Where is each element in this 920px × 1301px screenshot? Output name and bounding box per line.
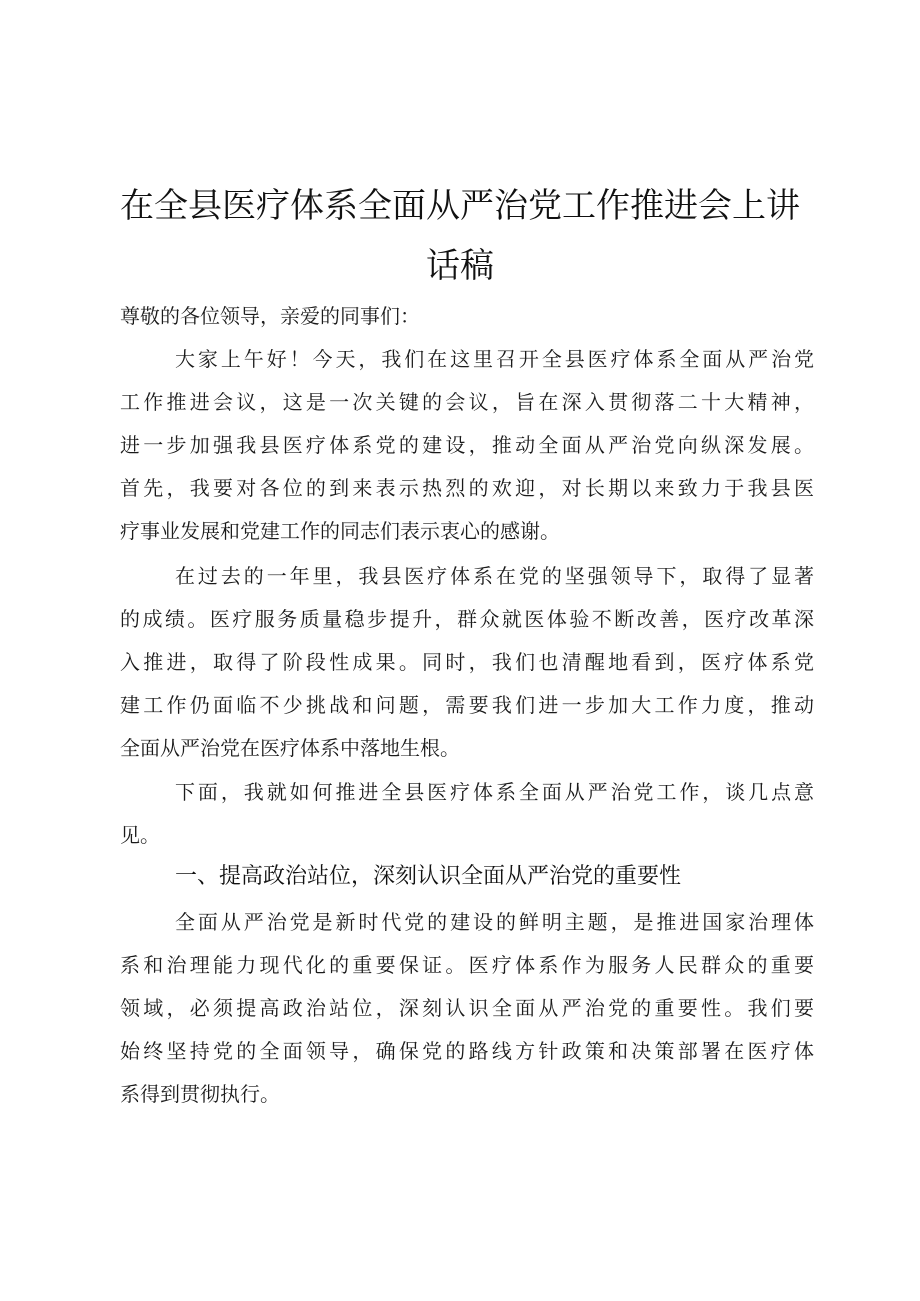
paragraph-4-line: 始终坚持党的全面领导，确保党的路线方针政策和决策部署在医疗体 <box>120 1039 814 1063</box>
paragraph-2-line: 建工作仍面临不少挑战和问题，需要我们进一步加大工作力度，推动 <box>120 693 814 717</box>
document-title-line-1: 在全县医疗体系全面从严治党工作推进会上讲 <box>120 186 800 226</box>
section-heading-1: 一、提高政治站位，深刻认识全面从严治党的重要性 <box>175 864 682 889</box>
paragraph-2-line: 全面从严治党在医疗体系中落地生根。 <box>120 736 460 760</box>
paragraph-1-line: 工作推进会议，这是一次关键的会议，旨在深入贯彻落二十大精神， <box>120 390 814 414</box>
paragraph-3-line: 见。 <box>120 823 160 847</box>
document-title-line-2: 话稿 <box>426 246 494 286</box>
paragraph-1-line: 首先，我要对各位的到来表示热烈的欢迎，对长期以来致力于我县医 <box>120 476 814 500</box>
paragraph-2-line: 在过去的一年里，我县医疗体系在党的坚强领导下，取得了显著 <box>175 564 814 588</box>
paragraph-4-line: 全面从严治党是新时代党的建设的鲜明主题，是推进国家治理体 <box>175 910 814 934</box>
paragraph-4-line: 系和治理能力现代化的重要保证。医疗体系作为服务人民群众的重要 <box>120 953 814 977</box>
paragraph-3-line: 下面，我就如何推进全县医疗体系全面从严治党工作，谈几点意 <box>175 780 814 804</box>
paragraph-4-line: 系得到贯彻执行。 <box>120 1082 280 1106</box>
paragraph-1-line: 大家上午好！今天，我们在这里召开全县医疗体系全面从严治党 <box>175 347 814 371</box>
paragraph-2-line: 的成绩。医疗服务质量稳步提升，群众就医体验不断改善，医疗改革深 <box>120 607 814 631</box>
paragraph-1-line: 进一步加强我县医疗体系党的建设，推动全面从严治党向纵深发展。 <box>120 433 814 457</box>
paragraph-2-line: 入推进，取得了阶段性成果。同时，我们也清醒地看到，医疗体系党 <box>120 650 814 674</box>
salutation: 尊敬的各位领导，亲爱的同事们： <box>120 304 420 328</box>
paragraph-1-line: 疗事业发展和党建工作的同志们表示衷心的感谢。 <box>120 519 560 543</box>
paragraph-4-line: 领域，必须提高政治站位，深刻认识全面从严治党的重要性。我们要 <box>120 996 814 1020</box>
